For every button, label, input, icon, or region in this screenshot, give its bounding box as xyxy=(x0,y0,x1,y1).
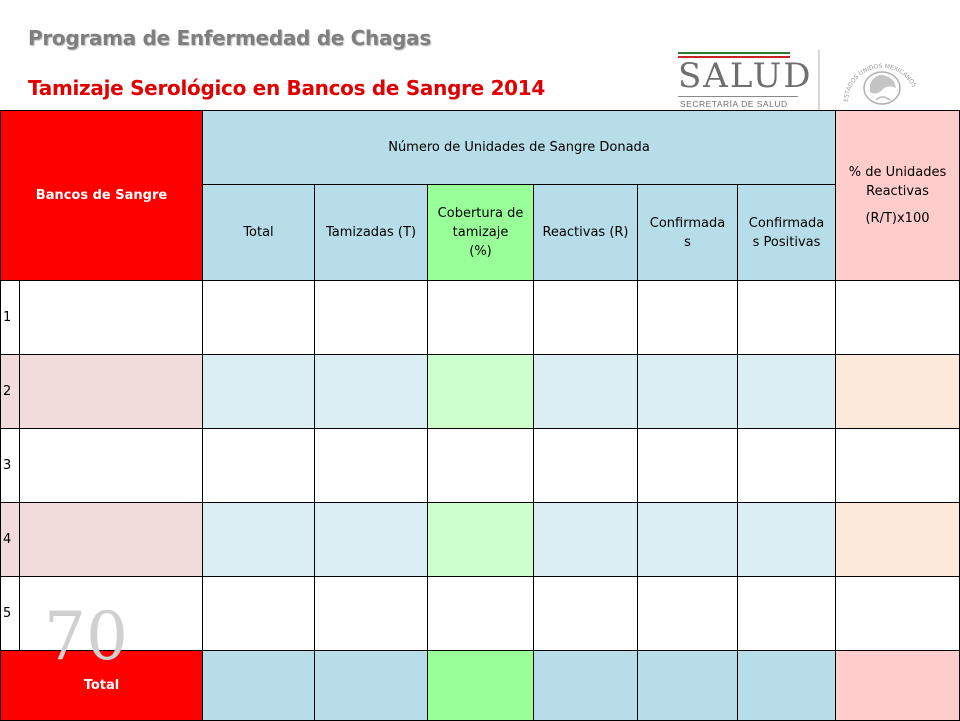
confirmadas-cell[interactable] xyxy=(638,503,738,577)
confirmadas-line-1: Confirmada xyxy=(649,215,726,231)
porcentaje-cell[interactable] xyxy=(836,355,960,429)
row-number: 4 xyxy=(1,503,20,577)
total-cobertura-cell[interactable] xyxy=(428,651,534,721)
slide-number-watermark: 70 xyxy=(44,598,128,675)
cobertura-line-3: (%) xyxy=(469,244,492,259)
table-row xyxy=(1,503,960,577)
total-cell[interactable] xyxy=(203,577,315,651)
confirmadas-cell[interactable] xyxy=(638,577,738,651)
secretaria-label: SECRETARÍA DE SALUD xyxy=(680,99,788,109)
col-reactivas-header: Reactivas (R) xyxy=(534,185,638,281)
total-positivas-cell[interactable] xyxy=(738,651,836,721)
row-number: 2 xyxy=(1,355,20,429)
reactivas-cell[interactable] xyxy=(534,503,638,577)
bank-name-cell[interactable] xyxy=(20,355,203,429)
bancos-header: Bancos de Sangre xyxy=(1,111,203,281)
col-total-header: Total xyxy=(203,185,315,281)
bank-name-cell[interactable] xyxy=(20,577,203,651)
porcentaje-cell[interactable] xyxy=(836,577,960,651)
porcentaje-cell[interactable] xyxy=(836,503,960,577)
logo-divider xyxy=(818,50,820,110)
total-cell[interactable] xyxy=(203,503,315,577)
total-tamizadas-cell[interactable] xyxy=(315,651,428,721)
total-cell[interactable] xyxy=(203,429,315,503)
cobertura-cell[interactable] xyxy=(428,577,534,651)
col-cobertura-header xyxy=(428,185,534,281)
salud-rule xyxy=(678,96,798,97)
cobertura-cell[interactable] xyxy=(428,429,534,503)
confirmadas-line-2: s xyxy=(684,234,691,250)
mexico-seal-icon xyxy=(836,44,926,110)
confirmadas-cell[interactable] xyxy=(638,281,738,355)
confirmadas-cell[interactable] xyxy=(638,429,738,503)
total-reactivas-cell[interactable] xyxy=(534,651,638,721)
row-number: 1 xyxy=(1,281,20,355)
positivas-cell[interactable] xyxy=(738,429,836,503)
program-title: Programa de Enfermedad de Chagas xyxy=(28,26,431,50)
confirmadas-cell[interactable] xyxy=(638,355,738,429)
cobertura-cell[interactable] xyxy=(428,503,534,577)
bank-name-cell[interactable] xyxy=(20,281,203,355)
total-cell[interactable] xyxy=(203,355,315,429)
col-confirmadas-header xyxy=(638,185,738,281)
positivas-cell[interactable] xyxy=(738,355,836,429)
reactivas-cell[interactable] xyxy=(534,281,638,355)
positivas-cell[interactable] xyxy=(738,503,836,577)
porcentaje-line-3: (R/T)x100 xyxy=(865,211,930,226)
cobertura-line-2: tamizaje xyxy=(452,225,509,240)
page-subtitle: Tamizaje Serológico en Bancos de Sangre 2014 xyxy=(28,76,546,100)
table-row xyxy=(1,577,960,651)
cobertura-line-1: Cobertura de xyxy=(437,206,524,221)
col-positivas-header xyxy=(738,185,836,281)
bank-name-cell[interactable] xyxy=(20,503,203,577)
serology-table xyxy=(0,110,960,721)
table-row xyxy=(1,355,960,429)
cobertura-cell[interactable] xyxy=(428,281,534,355)
salud-logo xyxy=(660,44,960,110)
table-row xyxy=(1,281,960,355)
positivas-cell[interactable] xyxy=(738,281,836,355)
positivas-line-2: s Positivas xyxy=(752,234,821,250)
tamizadas-cell[interactable] xyxy=(315,429,428,503)
total-row xyxy=(1,651,960,721)
total-row-label: Total xyxy=(1,651,203,721)
porcentaje-line-2: Reactivas xyxy=(866,184,929,199)
seal-text: ESTADOS UNIDOS MEXICANOS xyxy=(842,62,918,103)
row-number: 5 xyxy=(1,577,20,651)
reactivas-cell[interactable] xyxy=(534,577,638,651)
col-tamizadas-header: Tamizadas (T) xyxy=(315,185,428,281)
porcentaje-line-1: % de Unidades xyxy=(848,165,947,180)
reactivas-cell[interactable] xyxy=(534,429,638,503)
table-row xyxy=(1,429,960,503)
porcentaje-reactivas-header xyxy=(836,111,960,281)
total-cell[interactable] xyxy=(203,281,315,355)
tamizadas-cell[interactable] xyxy=(315,355,428,429)
total-porcentaje-cell[interactable] xyxy=(836,651,960,721)
positivas-cell[interactable] xyxy=(738,577,836,651)
reactivas-cell[interactable] xyxy=(534,355,638,429)
total-total-cell[interactable] xyxy=(203,651,315,721)
row-number: 3 xyxy=(1,429,20,503)
porcentaje-cell[interactable] xyxy=(836,429,960,503)
cobertura-cell[interactable] xyxy=(428,355,534,429)
numero-unidades-header: Número de Unidades de Sangre Donada xyxy=(203,111,836,185)
total-confirmadas-cell[interactable] xyxy=(638,651,738,721)
tamizadas-cell[interactable] xyxy=(315,281,428,355)
bank-name-cell[interactable] xyxy=(20,429,203,503)
tamizadas-cell[interactable] xyxy=(315,577,428,651)
tamizadas-cell[interactable] xyxy=(315,503,428,577)
porcentaje-cell[interactable] xyxy=(836,281,960,355)
salud-word: SALUD xyxy=(678,56,813,96)
positivas-line-1: Confirmada xyxy=(748,215,825,231)
